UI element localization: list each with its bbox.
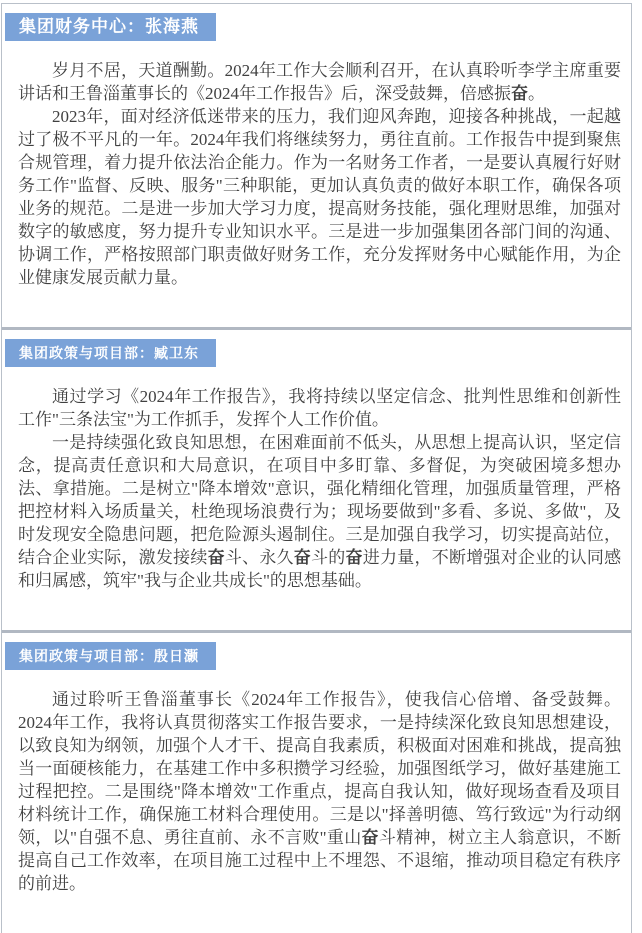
section-header-badge: 集团财务中心：张海燕 [5, 13, 216, 41]
paragraph: 通过聆听王鲁淄董事长《2024年工作报告》，使我信心倍增、备受鼓舞。2024年工作，我将认真贯彻落实工作报告要求，一是持续深化致良知思想建设，以致良知为纲领，加强个人才干、提高自我素质，积极面对困难和挑战，提高独当一面硬核能力，在基建工作中多积攒学习经验，加强图纸学习，做好基建施工过程把控。二是围绕"降本增效"工作重点，提高自我认知，做好现场查看及项目材料统计工作，确保施工材料合理使用。三是以"择善明德、笃行致远"为行动纲领，以"自强不息、勇往直前、永不言败"重山奋斗精神，树立主人翁意识，不断提高自己工作效率，在项目施工过程中上不埋怨、不退缩，推动项目稳定有秩序的前进。 [18, 690, 622, 893]
paragraph: 2023年，面对经济低迷带来的压力，我们迎风奔跑，迎接各种挑战，一起越过了极不平凡的一年。2024年我们将继续努力，勇往直前。工作报告中提到聚焦合规管理，着力提升依法治企能力。作为一名财务工作者，一是要认真履行好财务工作"监督、反映、服务"三种职能，更加认真负责的做好本职工作，确保各项业务的规范。二是进一步加大学习力度，提高财务技能，强化理财思维，加强对数字的敏感度，努力提升专业知识水平。三是进一步加强集团各部门间的沟通、协调工作，严格按照部门职责做好财务工作，充分发挥财务中心赋能作用，为企业健康发展贡献力量。 [18, 107, 621, 287]
section-body [2, 385, 631, 630]
article-card-container [1, 3, 632, 933]
section-policy-projects-zang [2, 330, 631, 630]
section-header-badge: 集团政策与项目部：臧卫东 [5, 339, 216, 367]
section-header-badge: 集团政策与项目部：殷日灏 [5, 642, 216, 670]
section-policy-projects-yin [2, 633, 631, 933]
paragraph: 岁月不居，天道酬勤。2024年工作大会顺利召开，在认真聆听李学主席重要讲话和王鲁淄董事长的《2024年工作报告》后，深受鼓舞，倍感振奋。 [18, 61, 621, 103]
section-finance-center [2, 4, 631, 327]
paragraph: 通过学习《2024年工作报告》，我将持续以坚定信念、批判性思维和创新性工作"三条法宝"为工作抓手，发挥个人工作价值。 [18, 387, 621, 429]
section-body [2, 688, 631, 933]
section-body [2, 59, 631, 327]
paragraph: 一是持续强化致良知思想，在困难面前不低头，从思想上提高认识，坚定信念，提高责任意识和大局意识，在项目中多盯靠、多督促，为突破困境多想办法、拿措施。二是树立"降本增效"意识，强化精细化管理，加强质量管理，严格把控材料入场质量关，杜绝现场浪费行为；现场要做到"多看、多说、多做"，及时发现安全隐患问题，把危险源头遏制住。三是加强自我学习，切实提高站位，结合企业实际，激发接续奋斗、永久奋斗的奋进力量，不断增强对企业的认同感和归属感，筑牢"我与企业共成长"的思想基础。 [18, 433, 622, 590]
